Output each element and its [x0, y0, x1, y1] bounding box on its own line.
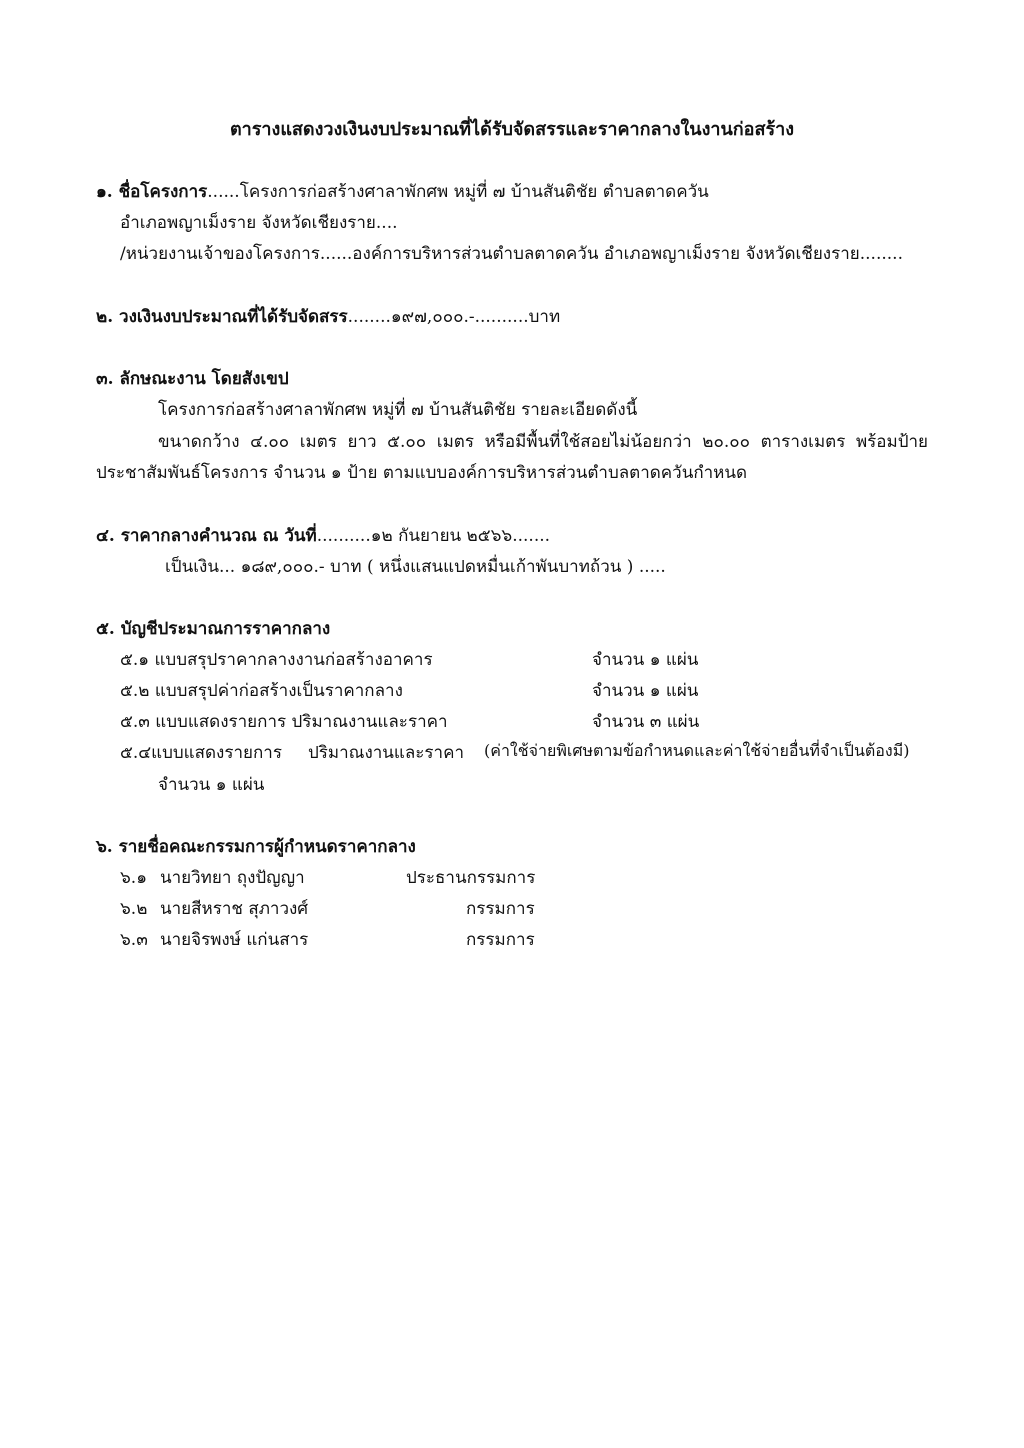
section-2-heading: ๒. วงเงินงบประมาณที่ได้รับจัดสรร [96, 307, 348, 327]
section-5-heading: ๕. บัญชีประมาณการราคากลาง [96, 619, 331, 639]
work-description-1: โครงการก่อสร้างศาลาพักศพ หมู่ที่ ๗ บ้านสันติชัย รายละเอียดดังนี้ [158, 400, 638, 420]
committee-role: กรรมการ [466, 899, 535, 919]
section-4-heading: ๔. ราคากลางคำนวณ ณ วันที่ [96, 526, 317, 546]
median-price-amount: เป็นเงิน... ๑๘๙,๐๐๐.- บาท ( หนึ่งแสนแปดหมื่นเก้าพันบาทถ้วน ) ..... [165, 557, 666, 577]
committee-name: นายจิรพงษ์ แก่นสาร [160, 930, 309, 950]
committee-role: กรรมการ [466, 930, 535, 950]
project-location: อำเภอพญาเม็งราย จังหวัดเชียงราย.... [120, 213, 398, 233]
section-3-heading: ๓. ลักษณะงาน โดยสังเขป [96, 369, 289, 389]
price-date: ..........๑๒ กันยายน ๒๕๖๖....... [316, 526, 551, 546]
project-name: ......โครงการก่อสร้างศาลาพักศพ หมู่ที่ ๗ บ้านสันติชัย ตำบลตาดควัน [207, 182, 709, 202]
estimate-item-label: ๕.๓ แบบแสดงรายการ ปริมาณงานและราคา [120, 712, 448, 732]
committee-number: ๖.๑ [120, 868, 147, 888]
estimate-item-qty: จำนวน ๓ แผ่น [592, 712, 700, 732]
document-title: ตารางแสดงวงเงินงบประมาณที่ได้รับจัดสรรและราคากลางในงานก่อสร้าง [229, 119, 795, 140]
estimate-item-4-label-b: ปริมาณงานและราคา [308, 743, 465, 763]
project-agency: /หน่วยงานเจ้าของโครงการ......องค์การบริหารส่วนตำบลตาดควัน อำเภอพญาเม็งราย จังหวัดเชียงราย........ [120, 244, 903, 264]
budget-amount: ........๑๙๗,๐๐๐.-..........บาท [347, 307, 561, 327]
estimate-item-label: ๕.๑ แบบสรุปราคากลางงานก่อสร้างอาคาร [120, 650, 433, 670]
estimate-item-4-note: (ค่าใช้จ่ายพิเศษตามข้อกำหนดและค่าใช้จ่ายอื่นที่จำเป็นต้องมี) [484, 741, 910, 760]
estimate-item-qty: จำนวน ๑ แผ่น [592, 681, 699, 701]
section-4-line [96, 522, 550, 549]
estimate-item-label: ๕.๒ แบบสรุปค่าก่อสร้างเป็นราคากลาง [120, 681, 403, 701]
committee-role: ประธานกรรมการ [406, 868, 536, 888]
estimate-item-4-qty: จำนวน ๑ แผ่น [158, 775, 265, 795]
committee-number: ๖.๓ [120, 930, 148, 950]
section-2-line [96, 303, 560, 330]
work-description-2: ขนาดกว้าง ๔.๐๐ เมตร ยาว ๕.๐๐ เมตร หรือมีพื้นที่ใช้สอยไม่น้อยกว่า ๒๐.๐๐ ตารางเมตร พร้อมป้าย [158, 432, 928, 452]
section-6-heading: ๖. รายชื่อคณะกรรมการผู้กำหนดราคากลาง [96, 837, 416, 857]
estimate-item-qty: จำนวน ๑ แผ่น [592, 650, 699, 670]
committee-name: นายวิทยา ถุงปัญญา [160, 868, 305, 888]
section-1-heading: ๑. ชื่อโครงการ [96, 182, 208, 202]
committee-number: ๖.๒ [120, 899, 148, 919]
section-1-line-1 [96, 178, 709, 205]
estimate-item-4-label-a: ๕.๔แบบแสดงรายการ [120, 743, 282, 763]
committee-name: นายสีหราช สุภาวงศ์ [160, 899, 309, 919]
work-description-3: ประชาสัมพันธ์โครงการ จำนวน ๑ ป้าย ตามแบบองค์การบริหารส่วนตำบลตาดควันกำหนด [96, 463, 748, 483]
